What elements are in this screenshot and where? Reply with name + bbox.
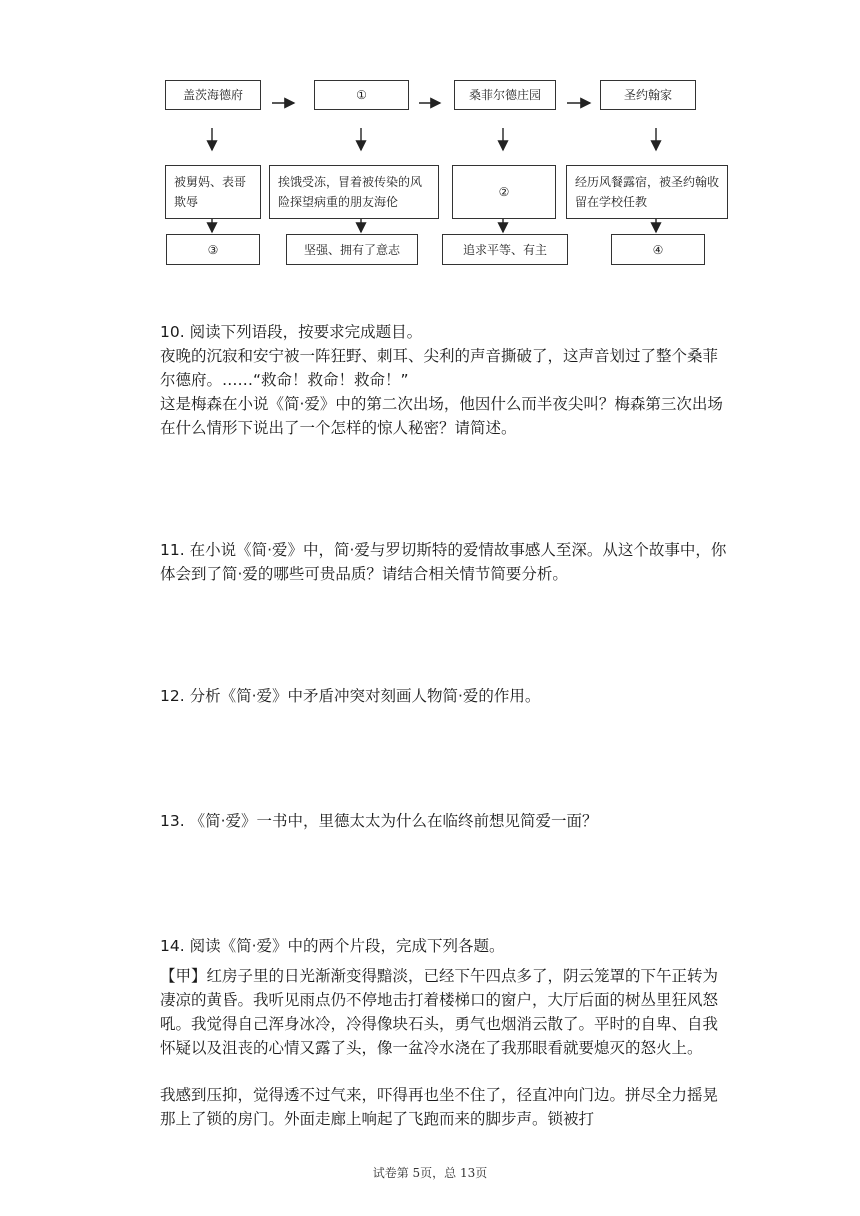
node-rescued: 经历风餐露宿，被圣约翰收留在学校任教 bbox=[566, 165, 728, 219]
node-thornfield: 桑菲尔德庄园 bbox=[454, 80, 556, 110]
q14-para2: 我感到压抑，觉得透不过气来，吓得再也坐不住了，径直冲向门边。拼尽全力摇晃那上了锁的房门。外面走廊上响起了飞跑而来的脚步声。锁被打 bbox=[160, 1086, 719, 1128]
q11-text: 11. 在小说《简·爱》中，简·爱与罗切斯特的爱情故事感人至深。从这个故事中，你体会到了简·爱的哪些可贵品质？请结合相关情节简要分析。 bbox=[160, 541, 727, 583]
node-helen: 挨饿受冻，冒着被传染的风险探望病重的朋友海伦 bbox=[269, 165, 439, 219]
diagram-arrows bbox=[0, 0, 860, 280]
q10-ask: 这是梅森在小说《简·爱》中的第二次出场，他因什么而半夜尖叫？梅森第三次出场在什么情形下说出了一个怎样的惊人秘密？请简述。 bbox=[160, 395, 723, 437]
q14-stem: 14. 阅读《简·爱》中的两个片段，完成下列各题。 bbox=[160, 937, 505, 955]
node-blank-1: ① bbox=[314, 80, 409, 110]
q12-text: 12. 分析《简·爱》中矛盾冲突对刻画人物简·爱的作用。 bbox=[160, 687, 541, 705]
node-st-john: 圣约翰家 bbox=[600, 80, 696, 110]
node-blank-2: ② bbox=[452, 165, 556, 219]
q14-para1: 【甲】红房子里的日光渐渐变得黯淡，已经下午四点多了，阴云笼罩的下午正转为凄凉的黄昏。我听见雨点仍不停地击打着楼梯口的窗户，大厅后面的树丛里狂风怒吼。我觉得自己浑身冰冷，冷得像块石头，勇气也烟消云散了。平时的自卑、自我怀疑以及沮丧的心情又露了头，像一盆冷水浇在了我那眼看就要熄灭的怒火上。 bbox=[160, 967, 719, 1057]
node-gateshead: 盖茨海德府 bbox=[165, 80, 261, 110]
node-blank-4: ④ bbox=[611, 234, 705, 265]
page-footer: 试卷第 5页，总 13页 bbox=[372, 1166, 488, 1180]
q10-stem: 10. 阅读下列语段，按要求完成题目。 bbox=[160, 323, 423, 341]
node-equality: 追求平等、有主 bbox=[442, 234, 568, 265]
q13-text: 13. 《简·爱》一书中，里德太太为什么在临终前想见简爱一面？ bbox=[160, 812, 598, 830]
node-bullied: 被舅妈、表哥欺辱 bbox=[165, 165, 261, 219]
node-strong: 坚强、拥有了意志 bbox=[286, 234, 418, 265]
q10-passage: 夜晚的沉寂和安宁被一阵狂野、刺耳、尖利的声音撕破了，这声音划过了整个桑菲尔德府。……“救命！救命！救命！” bbox=[160, 347, 719, 389]
node-blank-3: ③ bbox=[166, 234, 260, 265]
